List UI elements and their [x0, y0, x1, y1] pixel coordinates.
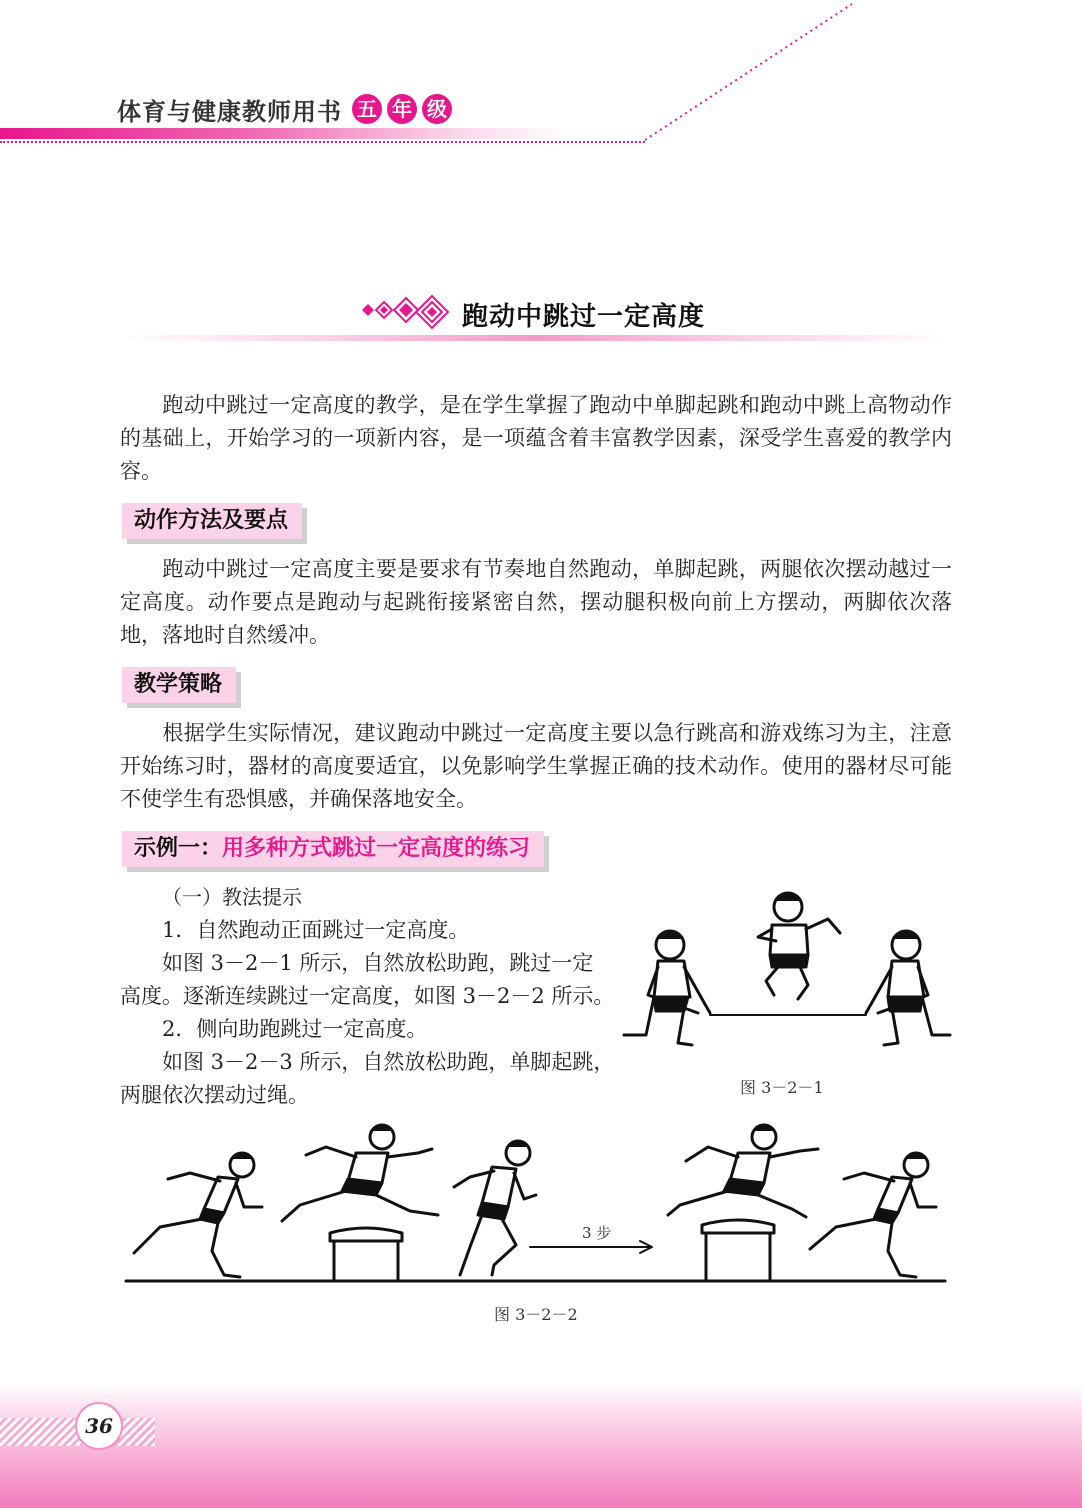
example-label	[122, 831, 544, 867]
steps-label: 3 步	[582, 1224, 612, 1242]
header-diagonal-dots	[640, 0, 860, 145]
example-title: 用多种方式跳过一定高度的练习	[222, 836, 531, 861]
grade-char-2: 年	[387, 94, 417, 124]
figure-3-2-1-illustration	[618, 885, 958, 1060]
runner-figure-2	[282, 1125, 438, 1221]
page-number: 36	[75, 1402, 123, 1450]
grade-char-1: 五	[352, 94, 382, 124]
hurdle-box-b	[702, 1220, 774, 1279]
strategy-paragraph: 根据学生实际情况，建议跑动中跳过一定高度主要以急行跳高和游戏练习为主，注意开始练习时，器材的高度要适宜，以免影响学生掌握正确的技术动作。使用的器材尽可能不使学生有恐惧感，并确保落地安全。	[120, 721, 952, 811]
figure-3-2-2-illustration	[120, 1115, 950, 1290]
tip-line-3: 高度。逐渐连续跳过一定高度，如图 3－2－2 所示。	[120, 984, 615, 1008]
diamond-ornament-icon	[360, 294, 452, 330]
tip-line-2: 如图 3－2－1 所示，自然放松助跑，跳过一定	[162, 951, 594, 975]
hurdle-box-a	[330, 1228, 402, 1279]
grade-char-3: 级	[422, 94, 452, 124]
method-paragraph: 跑动中跳过一定高度主要是要求有节奏地自然跑动，单脚起跳，两腿依次摆动越过一定高度。动作要点是跑动与起跳衔接紧密自然，摆动腿积极向前上方摆动，两脚依次落地，落地时自然缓冲。	[120, 557, 952, 647]
example-prefix: 示例一：	[134, 836, 223, 861]
strategy-label: 教学策略	[122, 667, 236, 703]
figure-3-2-2-caption: 图 3－2－2	[494, 1305, 578, 1324]
figure-3-2-1-caption: 图 3－2－1	[740, 1078, 824, 1097]
header-band	[0, 128, 570, 139]
tip-line-4: 2．侧向助跑跳过一定高度。	[162, 1017, 428, 1041]
method-label: 动作方法及要点	[122, 503, 302, 539]
footer-band	[0, 1385, 1082, 1508]
runner-figure-5	[810, 1153, 936, 1277]
section-title-underline	[120, 335, 950, 341]
right-rope-holder-figure	[866, 931, 950, 1045]
tip-line-6: 两腿依次摆动过绳。	[120, 1083, 309, 1107]
teaching-tips-heading: （一）教法提示	[162, 885, 302, 909]
runner-figure-4	[668, 1125, 818, 1217]
left-rope-holder-figure	[624, 931, 710, 1045]
intro-paragraph: 跑动中跳过一定高度的教学，是在学生掌握了跑动中单脚起跳和跑动中跳上高物动作的基础上，开始学习的一项新内容，是一项蕴含着丰富教学因素，深受学生喜爱的教学内容。	[120, 393, 952, 483]
runner-figure-3	[454, 1141, 536, 1275]
tip-line-1: 1．自然跑动正面跳过一定高度。	[162, 918, 470, 942]
center-jumping-figure	[758, 893, 840, 999]
section-title: 跑动中跳过一定高度	[462, 302, 706, 332]
tip-line-5: 如图 3－2－3 所示，自然放松助跑，单脚起跳，	[162, 1050, 615, 1074]
runner-figure-1	[134, 1153, 262, 1277]
header-dotted-rule	[0, 141, 645, 143]
header-book-title: 体育与健康教师用书	[117, 97, 342, 126]
